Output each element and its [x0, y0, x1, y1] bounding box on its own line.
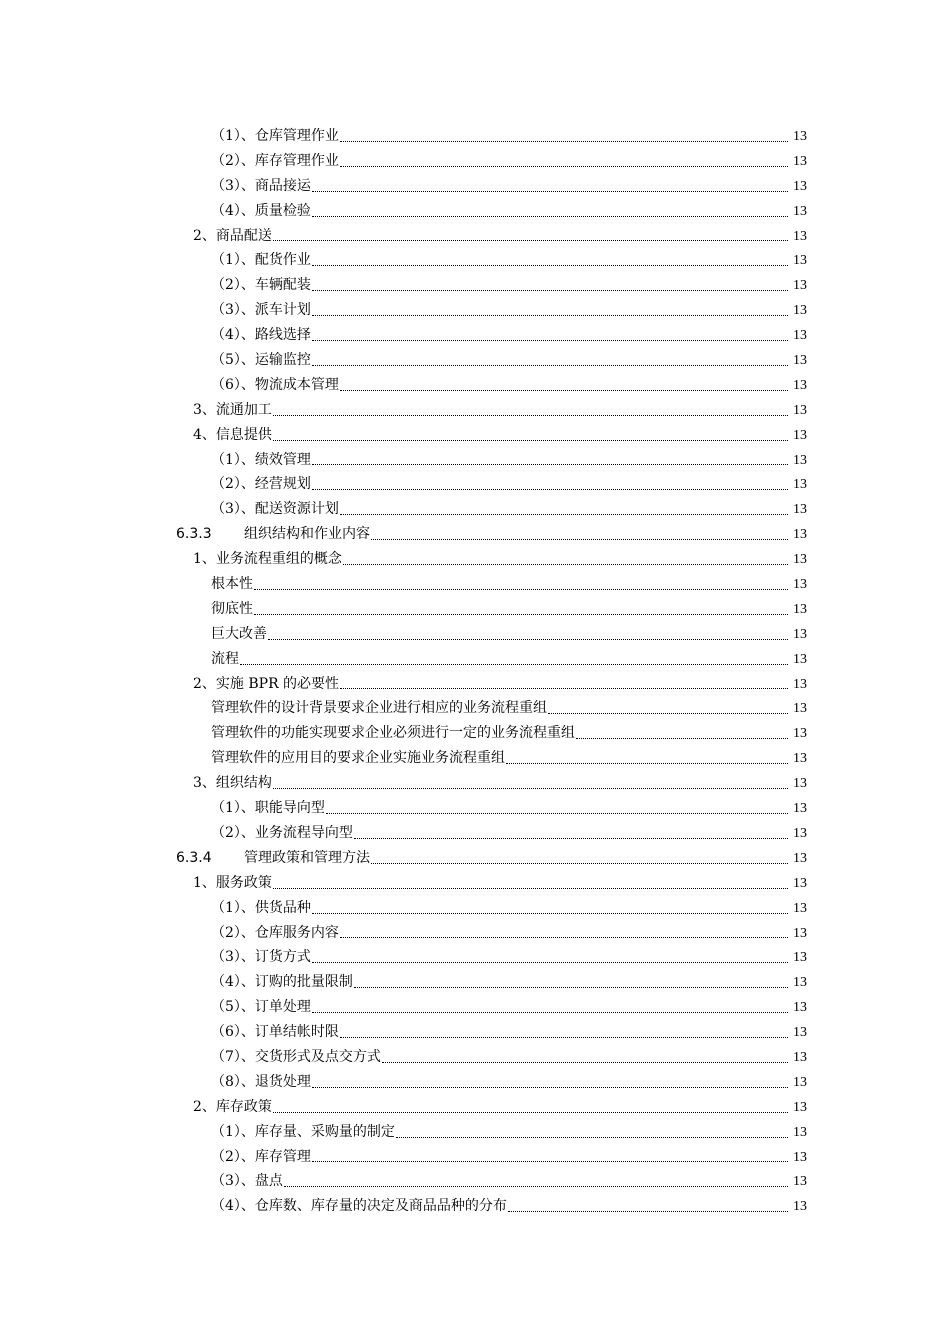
- toc-entry-label: 1、业务流程重组的概念: [193, 551, 342, 568]
- toc-entry[interactable]: [0, 921, 950, 946]
- toc-entry-page-number: 13: [793, 1074, 807, 1090]
- toc-entry-page-number: 13: [793, 726, 807, 742]
- toc-entry-label: （4）、路线选择: [211, 327, 311, 344]
- toc-entry[interactable]: [0, 1045, 950, 1070]
- toc-entry-page-number: 13: [793, 1049, 807, 1065]
- toc-entry[interactable]: [0, 448, 950, 473]
- toc-entry[interactable]: [0, 746, 950, 771]
- toc-entry[interactable]: [0, 199, 950, 224]
- toc-entry-page-number: 13: [793, 875, 807, 891]
- dot-leader: [340, 389, 788, 391]
- toc-entry-label: （1）、配货作业: [211, 252, 311, 269]
- toc-entry[interactable]: [0, 248, 950, 273]
- toc-entry-page-number: 13: [793, 651, 807, 667]
- dot-leader: [340, 513, 788, 515]
- toc-entry-page-number: 13: [793, 552, 807, 568]
- toc-entry-page-number: 13: [793, 825, 807, 841]
- toc-entry-page-number: 13: [793, 1149, 807, 1165]
- toc-entry-label: 3、流通加工: [193, 401, 272, 418]
- toc-entry[interactable]: [0, 423, 950, 448]
- toc-entry-page-number: 13: [793, 328, 807, 344]
- dot-leader: [273, 414, 788, 416]
- toc-entry-label: （7）、交货形式及点交方式: [211, 1048, 381, 1065]
- toc-entry-label: （6）、物流成本管理: [211, 376, 339, 393]
- toc-entry-page-number: 13: [793, 1174, 807, 1190]
- dot-leader: [382, 1061, 788, 1063]
- toc-entry[interactable]: [0, 124, 950, 149]
- toc-entry-page-number: 13: [793, 129, 807, 144]
- toc-entry-label: （2）、仓库服务内容: [211, 924, 339, 941]
- toc-entry[interactable]: [0, 298, 950, 323]
- dot-leader: [268, 638, 788, 640]
- dot-leader: [340, 1036, 788, 1038]
- dot-leader: [254, 613, 788, 615]
- toc-entry[interactable]: [0, 1070, 950, 1095]
- toc-entry-label: 3、组织结构: [193, 775, 272, 792]
- toc-entry[interactable]: [0, 398, 950, 423]
- toc-entry-label: 4、信息提供: [193, 426, 272, 443]
- dot-leader: [312, 1160, 788, 1162]
- toc-entry-page-number: 13: [793, 402, 807, 418]
- dot-leader: [312, 1086, 788, 1088]
- toc-entry-label: 组织结构和作业内容: [244, 526, 370, 543]
- toc-entry-label: （8）、退货处理: [211, 1073, 311, 1090]
- toc-entry[interactable]: [0, 373, 950, 398]
- dot-leader: [240, 663, 788, 665]
- toc-entry-label: 管理软件的设计背景要求企业进行相应的业务流程重组: [211, 700, 547, 717]
- toc-entry[interactable]: [0, 572, 950, 597]
- dot-leader: [340, 936, 788, 938]
- dot-leader: [312, 1011, 788, 1013]
- toc-entry[interactable]: [0, 846, 950, 871]
- toc-entry[interactable]: [0, 896, 950, 921]
- toc-entry-label: （1）、库存量、采购量的制定: [211, 1123, 395, 1140]
- toc-entry-label: 根本性: [211, 576, 253, 593]
- dot-leader: [254, 588, 788, 590]
- dot-leader: [312, 961, 788, 963]
- dot-leader: [273, 1111, 788, 1113]
- dot-leader: [312, 289, 788, 291]
- toc-entry-number: 6.3.3: [176, 526, 212, 543]
- dot-leader: [312, 912, 788, 914]
- toc-entry-label: （3）、盘点: [211, 1173, 283, 1190]
- toc-entry-page-number: 13: [793, 626, 807, 642]
- toc-entry-page-number: 13: [793, 353, 807, 369]
- toc-entry[interactable]: [0, 547, 950, 572]
- dot-leader: [312, 190, 788, 192]
- toc-entry-label: （2）、库存管理: [211, 1148, 311, 1165]
- dot-leader: [506, 762, 788, 764]
- toc-entry-page-number: 13: [793, 1099, 807, 1115]
- toc-entry-label: （1）、仓库管理作业: [211, 128, 339, 144]
- toc-entry-page-number: 13: [793, 1199, 807, 1215]
- toc-entry-page-number: 13: [793, 676, 807, 692]
- toc-entry-label: （5）、订单处理: [211, 999, 311, 1016]
- toc-entry[interactable]: [0, 1145, 950, 1170]
- toc-entry[interactable]: [0, 472, 950, 497]
- dot-leader: [273, 439, 788, 441]
- toc-entry-label: 管理软件的功能实现要求企业必须进行一定的业务流程重组: [211, 725, 575, 742]
- toc-entry-label: （3）、订货方式: [211, 949, 311, 966]
- toc-entry-page-number: 13: [793, 203, 807, 219]
- toc-entry[interactable]: [0, 273, 950, 298]
- toc-entry-page-number: 13: [793, 577, 807, 593]
- dot-leader: [508, 1210, 788, 1212]
- toc-entry-label: （4）、订购的批量限制: [211, 974, 353, 991]
- toc-entry[interactable]: [0, 871, 950, 896]
- toc-entry[interactable]: [0, 796, 950, 821]
- toc-entry[interactable]: [0, 945, 950, 970]
- dot-leader: [371, 862, 788, 864]
- toc-entry-page-number: 13: [793, 477, 807, 493]
- toc-entry-page-number: 13: [793, 1124, 807, 1140]
- toc-entry-page-number: 13: [793, 751, 807, 767]
- toc-entry-label: 2、库存政策: [193, 1098, 272, 1115]
- toc-entry-label: （3）、派车计划: [211, 302, 311, 319]
- toc-entry-label: （2）、车辆配装: [211, 277, 311, 294]
- toc-entry[interactable]: [0, 721, 950, 746]
- dot-leader: [354, 837, 788, 839]
- dot-leader: [576, 737, 788, 739]
- toc-entry-label: 管理政策和管理方法: [244, 849, 370, 866]
- toc-entry-page-number: 13: [793, 801, 807, 817]
- dot-leader: [340, 165, 788, 167]
- toc-entry-page-number: 13: [793, 1000, 807, 1016]
- toc-entry[interactable]: [0, 771, 950, 796]
- toc-entry-number: 6.3.4: [176, 849, 212, 866]
- toc-entry-page-number: 13: [793, 253, 807, 269]
- toc-entry[interactable]: [0, 597, 950, 622]
- toc-entry-label: 管理软件的应用目的要求企业实施业务流程重组: [211, 750, 505, 767]
- dot-leader: [273, 239, 788, 241]
- dot-leader: [340, 140, 788, 142]
- dot-leader: [273, 887, 788, 889]
- toc-entry[interactable]: [0, 1169, 950, 1194]
- toc-entry-page-number: 13: [793, 377, 807, 393]
- toc-entry-label: （4）、仓库数、库存量的决定及商品品种的分布: [211, 1198, 507, 1215]
- toc-entry-page-number: 13: [793, 502, 807, 518]
- dot-leader: [340, 687, 788, 689]
- toc-entry-label: 1、服务政策: [193, 874, 272, 891]
- toc-entry-page-number: 13: [793, 228, 807, 244]
- toc-entry-label: （3）、配送资源计划: [211, 501, 339, 518]
- dot-leader: [326, 812, 788, 814]
- toc-entry-page-number: 13: [793, 925, 807, 941]
- toc-entry[interactable]: [0, 696, 950, 721]
- toc-entry[interactable]: [0, 323, 950, 348]
- dot-leader: [312, 488, 788, 490]
- toc-entry-page-number: 13: [793, 178, 807, 194]
- toc-entry-label: （3）、商品接运: [211, 177, 311, 194]
- toc-entry-page-number: 13: [793, 452, 807, 468]
- dot-leader: [312, 264, 788, 266]
- dot-leader: [312, 314, 788, 316]
- toc-entry-page-number: 13: [793, 701, 807, 717]
- toc-entry[interactable]: [0, 647, 950, 672]
- toc-entry[interactable]: [0, 224, 950, 249]
- toc-entry-label: 2、实施 BPR 的必要性: [193, 675, 340, 692]
- toc-entry[interactable]: [0, 522, 950, 547]
- dot-leader: [396, 1136, 788, 1138]
- toc-entry[interactable]: [0, 672, 950, 697]
- toc-entry-page-number: 13: [793, 1025, 807, 1041]
- toc-entry-label: （2）、经营规划: [211, 476, 311, 493]
- table-of-contents: [0, 124, 950, 1219]
- toc-entry[interactable]: [0, 1194, 950, 1219]
- toc-entry[interactable]: [0, 821, 950, 846]
- dot-leader: [371, 538, 788, 540]
- toc-entry-page-number: 13: [793, 153, 807, 169]
- toc-entry-page-number: 13: [793, 900, 807, 916]
- toc-entry[interactable]: [0, 174, 950, 199]
- toc-entry-page-number: 13: [793, 776, 807, 792]
- toc-entry-label: （1）、供货品种: [211, 899, 311, 916]
- toc-entry-page-number: 13: [793, 303, 807, 319]
- toc-entry-label: 流程: [211, 650, 239, 667]
- toc-entry[interactable]: [0, 970, 950, 995]
- dot-leader: [273, 787, 788, 789]
- toc-entry-label: （1）、绩效管理: [211, 451, 311, 468]
- toc-entry[interactable]: [0, 497, 950, 522]
- toc-entry-label: 巨大改善: [211, 625, 267, 642]
- toc-entry[interactable]: [0, 622, 950, 647]
- toc-entry-label: （4）、质量检验: [211, 202, 311, 219]
- toc-entry-page-number: 13: [793, 601, 807, 617]
- toc-entry-label: （6）、订单结帐时限: [211, 1024, 339, 1041]
- toc-entry[interactable]: [0, 995, 950, 1020]
- toc-entry-label: 彻底性: [211, 600, 253, 617]
- toc-entry-page-number: 13: [793, 850, 807, 866]
- toc-entry[interactable]: [0, 1120, 950, 1145]
- toc-entry[interactable]: [0, 1020, 950, 1045]
- toc-entry-page-number: 13: [793, 278, 807, 294]
- dot-leader: [312, 215, 788, 217]
- toc-entry-label: （1）、职能导向型: [211, 800, 325, 817]
- dot-leader: [284, 1185, 788, 1187]
- dot-leader: [312, 364, 788, 366]
- dot-leader: [548, 712, 788, 714]
- toc-entry-label: 2、商品配送: [193, 227, 272, 244]
- toc-entry[interactable]: [0, 348, 950, 373]
- toc-entry-label: （2）、库存管理作业: [211, 152, 339, 169]
- toc-entry-page-number: 13: [793, 950, 807, 966]
- dot-leader: [354, 986, 788, 988]
- dot-leader: [312, 339, 788, 341]
- toc-entry-label: （2）、业务流程导向型: [211, 824, 353, 841]
- toc-entry-page-number: 13: [793, 527, 807, 543]
- toc-entry[interactable]: [0, 149, 950, 174]
- toc-entry-page-number: 13: [793, 427, 807, 443]
- toc-entry-label: （5）、运输监控: [211, 352, 311, 369]
- dot-leader: [343, 563, 788, 565]
- toc-entry-page-number: 13: [793, 975, 807, 991]
- toc-entry[interactable]: [0, 1095, 950, 1120]
- dot-leader: [312, 463, 788, 465]
